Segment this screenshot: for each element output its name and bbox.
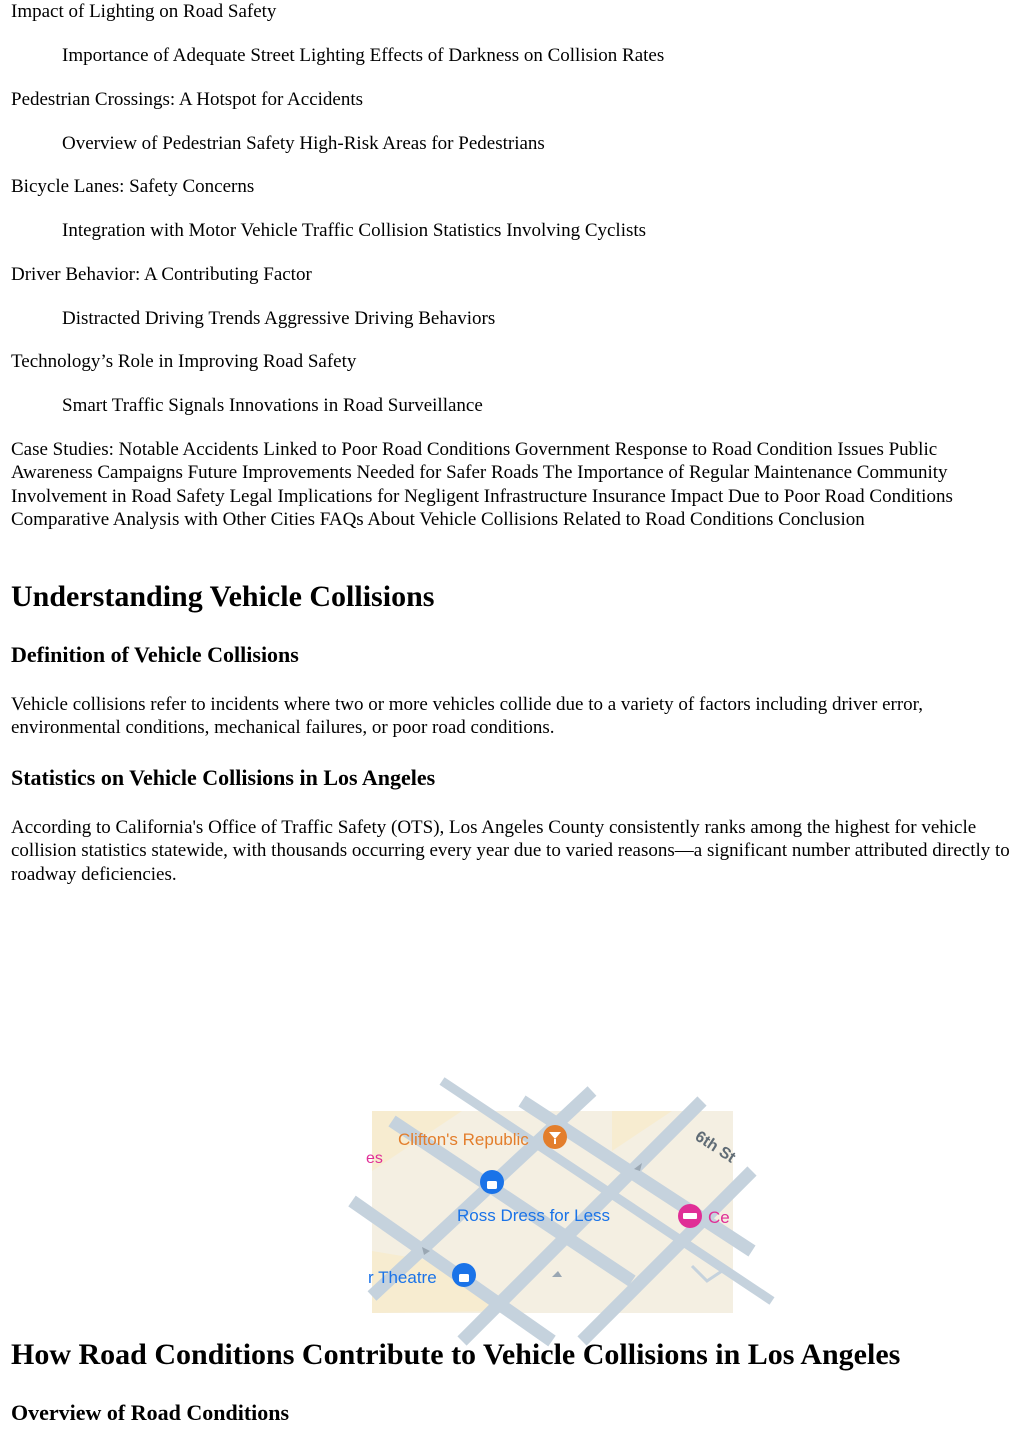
toc-item-driver-behavior[interactable]: Driver Behavior: A Contributing Factor	[11, 264, 312, 285]
hotel-glyph	[683, 1213, 697, 1219]
subheading-definition: Definition of Vehicle Collisions	[11, 642, 299, 667]
toc-item-pedestrian[interactable]: Pedestrian Crossings: A Hotspot for Accidents	[11, 89, 364, 110]
paragraph-definition: Vehicle collisions refer to incidents where two or more vehicles collide due to a variety of factors including driver error, environmental conditions, mechanical failures, or poor road conditions.	[11, 694, 923, 739]
section-heading-understanding: Understanding Vehicle Collisions	[11, 580, 435, 613]
paragraph-statistics: According to California's Office of Traffic Safety (OTS), Los Angeles County consistently ranks among the highest for vehicle collision statistics statewide, with thousands occurring every year due to varied reasons—a significant number attributed directly to roadway deficiencies.	[11, 817, 1010, 885]
toc-subitems-bicycle[interactable]: Integration with Motor Vehicle Traffic Collision Statistics Involving Cyclists	[62, 220, 647, 241]
section-heading-road-conditions: How Road Conditions Contribute to Vehicle Collisions in Los Angeles	[11, 1338, 901, 1371]
toc-subitems-pedestrian[interactable]: Overview of Pedestrian Safety High-Risk Areas for Pedestrians	[62, 133, 545, 154]
map-label-6th-st: 6th St	[691, 1128, 739, 1167]
map-label-es: es	[366, 1150, 383, 1167]
toc-item-lighting[interactable]: Impact of Lighting on Road Safety	[11, 1, 277, 22]
map-label-cliftons: Clifton's Republic	[398, 1130, 529, 1149]
map-label-theatre: r Theatre	[368, 1268, 437, 1287]
toc-subitems-driver-behavior[interactable]: Distracted Driving Trends Aggressive Driving Behaviors	[62, 308, 496, 329]
toc-remaining-items[interactable]: Case Studies: Notable Accidents Linked to Poor Road Conditions Government Response to Road Condition Issues Public Awareness Campaigns Future Improvements Needed for Safer Roads The Importance of Regular Maintenance Community Involvement in Road Safety Legal Implications for Negligent Infrastructure Insurance Impact Due to Poor Road Conditions Comparative Analysis with Other Cities FAQs About Vehicle Collisions Related to Road Conditions Conclusion	[11, 439, 953, 531]
subheading-overview-road-conditions: Overview of Road Conditions	[11, 1400, 290, 1425]
toc-item-technology[interactable]: Technology’s Role in Improving Road Safety	[11, 351, 357, 372]
map-label-ross: Ross Dress for Less	[457, 1206, 611, 1225]
map-image[interactable]	[366, 1111, 739, 1313]
toc-subitems-technology[interactable]: Smart Traffic Signals Innovations in Road Surveillance	[62, 395, 483, 416]
toc-item-bicycle[interactable]: Bicycle Lanes: Safety Concerns	[11, 176, 255, 197]
shopping-bag-glyph	[487, 1181, 497, 1189]
subheading-statistics: Statistics on Vehicle Collisions in Los Angeles	[11, 765, 436, 790]
shopping-bag-glyph	[459, 1274, 469, 1282]
toc-subitems-lighting[interactable]: Importance of Adequate Street Lighting Effects of Darkness on Collision Rates	[62, 45, 665, 66]
map-label-ce: Ce	[708, 1208, 730, 1227]
